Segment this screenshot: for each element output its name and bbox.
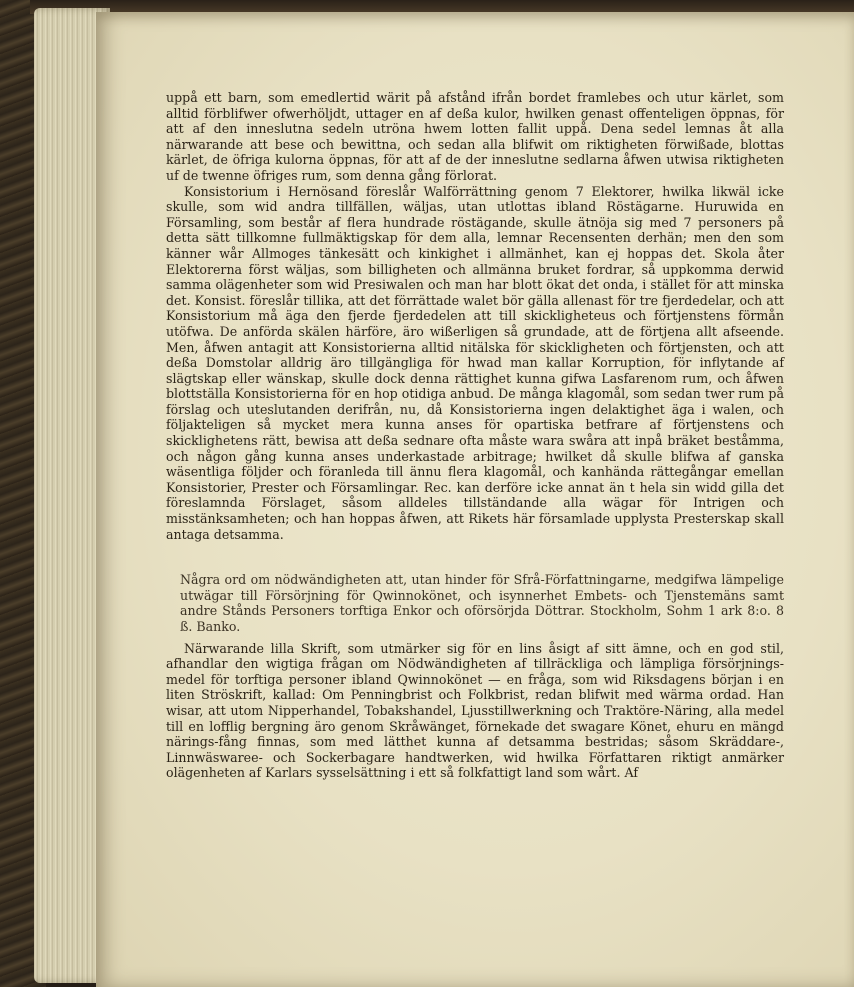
page-text [166, 90, 784, 781]
paragraph-konsistorium: Konsistorium i Hernösand föreslår Walförrättning genom 7 Elektorer, hwilka likwäl icke skulle, som wid andra tillfällen, wäljas, utan utlottas ibland Röstägarne. Huruwida en Församling, som består af flera hundrade röstägande, skulle ätnöja sig med 7 personers på detta sätt tillkomne fullmäktigskap för dem alla, lemnar Recensenten derhän; men den som känner wår Allmoges tänkesätt och kinkighet i allmänhet, kan ej hoppas det. Skola åter Elektorerna först wäljas, som billigheten och allmänna bruket fordrar, så uppkomma derwid samma olägenheter som wid Presiwalen och man har blott ökat det onda, i stället för att minska det. Konsist. föreslår tillika, att det förrättade walet bör gälla allenast för tre fjerdedelar, och att Konsistorium må äga den fjerde fjerdedelen att till skickligheteus och förtjenstens förmån utöfwa. De anförda skälen härföre, äro wißerligen så grundade, att de förtjena allt afseende. Men, åfwen antagit att Konsistorierna alltid nitälska för skickligheten och förtjensten, och att deßa Domstolar alldrig äro tillgängliga för hwad man kallar Korruption, för inflytande af slägtskap eller wänskap, skulle dock denna rättighet kunna gifwa Lasfarenom rum, och åfwen blottställa Konsistorierna för en hop otidiga anbud. De många klagomål, som sedan twer rum på förslag och uteslutanden derifrån, nu, då Konsistorierna ingen delaktighet äga i walen, och följakteligen så mycket mera kunna anses för opartiska betfrare af förtjenstens och skicklighetens rätt, bewisa att deßa sednare ofta måste wara swåra att inpå bräket beståmma, och någon gång kunna anses underkastade arbitrage; hwilket då skulle blifwa af ganska wäsentliga följder och föranleda till ännu flera klagomål, och kanhända rättegångar emellan Konsistorier, Prester och Församlingar. Rec. kan derföre icke annat än t hela sin widd gilla det föreslamnda Förslaget, såsom alldeles tillständande alla wägar för Intrigen och misstänksamheten; och han hoppas åfwen, att Rikets här församlade upplysta Presterskap skall antaga detsamma. [166, 183, 784, 542]
review-text: Närwarande lilla Skrift, som utmärker sig för en lins åsigt af sitt ämne, och en god stil, afhandlar den wigtiga frågan om Nödwändigheten af tillräckliga och lämpliga försörjnings-medel för torftiga personer ibland Qwinnokönet — en fråga, som wid Riksdagens början i en liten Ströskrift, kallad: Om Penningbrist och Folkbrist, redan blifwit med wärma ordad. Han wisar, att utom Nipperhandel, Tobakshandel, Ljusstillwerkning och Traktöre-Näring, alla medel till en lofflig bergning äro genom Skråwänget, förnekade det swagare Könet, ehuru en mängd närings-fång finnas, som med lätthet kunna af detsamma bestridas; såsom Skräddare-, Linnwäswaree- och Sockerbagare handtwerken, wid hwilka Författaren riktigt anmärker olägenheten af Karlars sysselsättning i ett så folkfattigt land som wårt. Af [166, 640, 784, 781]
book-page [96, 12, 854, 987]
review-title: Några ord om nödwändigheten att, utan hinder för Sfrå-Författningarne, medgifwa lämpelige utwägar till Försörjning för Qwinnokönet, och isynnerhet Embets- och Tjenstemäns samt andre Stånds Personers torftiga Enkor och oförsörjda Döttrar. Stockholm, Sohm 1 ark 8:o. 8 ß. Banko. [180, 572, 784, 634]
paragraph-lottery: uppå ett barn, som emedlertid wärit på afstånd ifrån bordet framlebes och utur kärlet, som alltid förblifwer ofwerhöljdt, uttager en af deßa kulor, hwilken genast offenteligen öppnas, för att af den inneslutna sedeln utröna hwem lotten fallit uppå. Dena sedel lemnas åt alla närwarande att bese och bewittna, och sedan alla blifwit om riktigheten förwißade, blottas kärlet, de öfriga kulorna öppnas, för att af de der inneslutne sedlarna åfwen utwisa riktigheten uf de twenne öfriges rum, som denna gång förlorat. [166, 90, 784, 183]
section-gap [166, 542, 784, 572]
